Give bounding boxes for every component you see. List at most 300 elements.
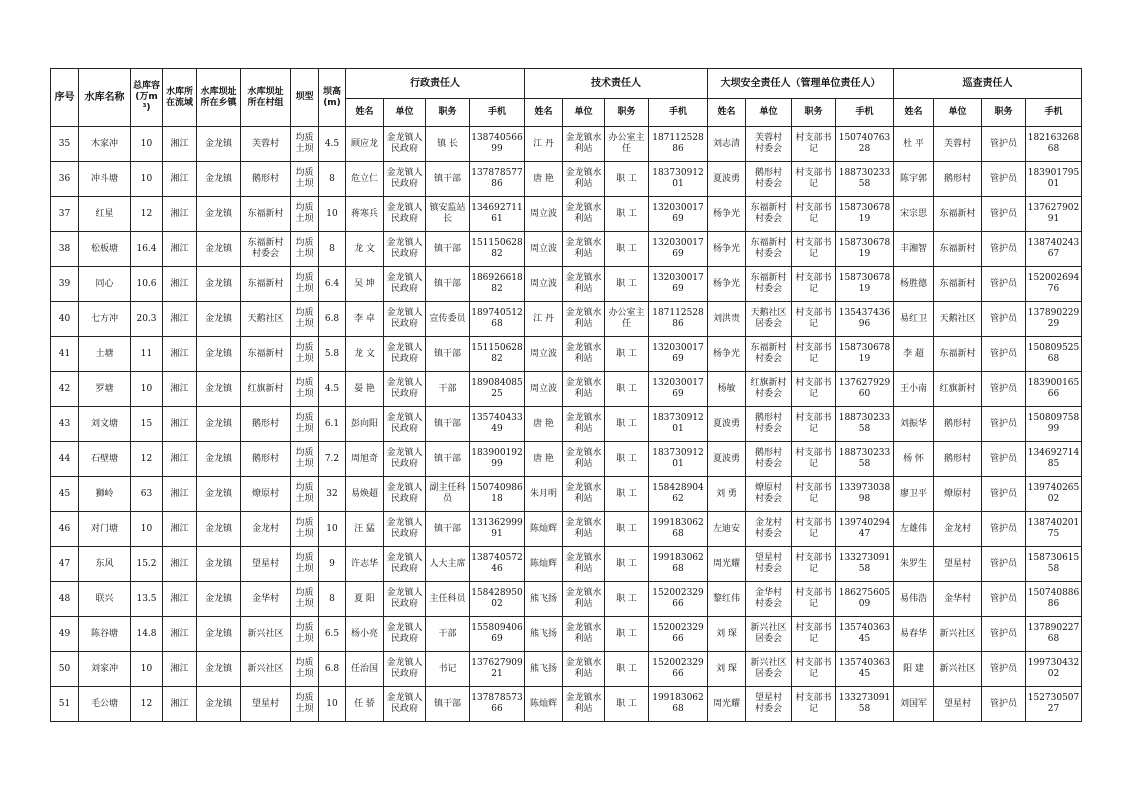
reservoir-name-cell: 松板塘 [79,232,131,267]
patrol-phone-cell: 13789022929 [1026,302,1082,337]
tech-job-cell: 职 工 [605,652,649,687]
seq-cell: 39 [51,267,79,302]
safety-name-cell: 夏波勇 [708,162,746,197]
tech-unit-cell: 金龙镇水 利站 [563,372,605,407]
patrol-job-cell: 管护员 [982,302,1026,337]
seq-cell: 35 [51,127,79,162]
seq-cell: 49 [51,617,79,652]
admin-phone-cell: 13874057246 [470,547,525,582]
village-cell: 燎原村 [241,477,291,512]
seq-cell: 46 [51,512,79,547]
tech-job-cell: 职 工 [605,197,649,232]
safety-unit-cell: 望星村 村委会 [746,687,792,722]
admin-job-cell: 主任科员 [426,582,470,617]
dam-type-cell: 均质 土坝 [291,162,319,197]
seq-cell: 40 [51,302,79,337]
dam-type-cell: 均质 土坝 [291,407,319,442]
basin-cell: 湘江 [163,582,197,617]
patrol-job-cell: 管护员 [982,337,1026,372]
safety-unit-cell: 东福新村 村委会 [746,337,792,372]
safety-job-cell: 村支部书 记 [792,337,836,372]
admin-unit-cell: 金龙镇人 民政府 [384,232,426,267]
header-admin-group: 行政责任人 [346,69,525,99]
admin-unit-cell: 金龙镇人 民政府 [384,477,426,512]
table-row [51,267,1082,302]
village-cell: 金华村 [241,582,291,617]
safety-phone-cell: 13574036345 [836,617,894,652]
patrol-name-cell: 刘振华 [894,407,934,442]
patrol-job-cell: 管护员 [982,127,1026,162]
patrol-name-cell: 易红卫 [894,302,934,337]
safety-name-cell: 杨争光 [708,197,746,232]
header-dam-type: 坝型 [291,69,319,127]
basin-cell: 湘江 [163,162,197,197]
admin-unit-cell: 金龙镇人 民政府 [384,267,426,302]
capacity-cell: 10 [131,652,163,687]
table-row [51,372,1082,407]
reservoir-name-cell: 东风 [79,547,131,582]
tech-name-cell: 朱月明 [525,477,563,512]
patrol-unit-cell: 天鹅社区 [934,302,982,337]
dam-type-cell: 均质 土坝 [291,652,319,687]
seq-cell: 41 [51,337,79,372]
patrol-job-cell: 管护员 [982,197,1026,232]
tech-phone-cell: 13203001769 [649,267,708,302]
tech-name-cell: 唐 艳 [525,407,563,442]
admin-unit-cell: 金龙镇人 民政府 [384,337,426,372]
basin-cell: 湘江 [163,232,197,267]
safety-phone-cell: 15074076328 [836,127,894,162]
admin-job-cell: 镇干部 [426,687,470,722]
patrol-job-cell: 管护员 [982,442,1026,477]
town-cell: 金龙镇 [197,372,241,407]
tech-unit-cell: 金龙镇水 利站 [563,407,605,442]
header-dam-height: 坝高 (m) [319,69,346,127]
tech-phone-cell: 15200232966 [649,582,708,617]
admin-job-cell: 书记 [426,652,470,687]
safety-job-cell: 村支部书 记 [792,267,836,302]
tech-phone-cell: 19918306268 [649,687,708,722]
header-seq: 序号 [51,69,79,127]
basin-cell: 湘江 [163,652,197,687]
tech-job-cell: 职 工 [605,687,649,722]
admin-job-cell: 干部 [426,372,470,407]
village-cell: 鹅形村 [241,407,291,442]
dam-height-cell: 6.8 [319,652,346,687]
patrol-phone-cell: 15273050727 [1026,687,1082,722]
seq-cell: 50 [51,652,79,687]
safety-phone-cell: 13543743696 [836,302,894,337]
safety-name-cell: 左迪安 [708,512,746,547]
capacity-cell: 12 [131,197,163,232]
village-cell: 天鹅社区 [241,302,291,337]
patrol-phone-cell: 13874024367 [1026,232,1082,267]
safety-unit-header: 单位 [746,99,792,127]
patrol-unit-cell: 新兴社区 [934,652,982,687]
dam-height-cell: 8 [319,582,346,617]
safety-unit-cell: 东福新村 村委会 [746,197,792,232]
basin-cell: 湘江 [163,372,197,407]
reservoir-responsibility-table [50,68,1082,722]
tech-name-header: 姓名 [525,99,563,127]
town-cell: 金龙镇 [197,547,241,582]
tech-job-cell: 职 工 [605,617,649,652]
safety-unit-cell: 新兴社区 居委会 [746,652,792,687]
admin-name-header: 姓名 [346,99,384,127]
admin-name-cell: 龙 文 [346,337,384,372]
patrol-name-cell: 王小南 [894,372,934,407]
capacity-cell: 14.8 [131,617,163,652]
safety-phone-cell: 18873023358 [836,442,894,477]
reservoir-name-cell: 罗塘 [79,372,131,407]
patrol-name-cell: 左雄伟 [894,512,934,547]
safety-phone-cell: 15873067819 [836,337,894,372]
safety-job-cell: 村支部书 记 [792,302,836,337]
tech-unit-cell: 金龙镇水 利站 [563,337,605,372]
safety-phone-cell: 18627560509 [836,582,894,617]
safety-unit-cell: 金龙村 村委会 [746,512,792,547]
safety-phone-cell: 13974029447 [836,512,894,547]
admin-name-cell: 蒋寒兵 [346,197,384,232]
patrol-job-cell: 管护员 [982,582,1026,617]
tech-name-cell: 周立波 [525,372,563,407]
header-patrol-group: 巡查责任人 [894,69,1082,99]
capacity-cell: 12 [131,442,163,477]
admin-name-cell: 周旭奇 [346,442,384,477]
patrol-name-cell: 杨 怀 [894,442,934,477]
admin-unit-cell: 金龙镇人 民政府 [384,162,426,197]
basin-cell: 湘江 [163,687,197,722]
safety-name-cell: 刘 勇 [708,477,746,512]
table-row [51,337,1082,372]
reservoir-name-cell: 刘文塘 [79,407,131,442]
tech-job-cell: 职 工 [605,582,649,617]
tech-phone-cell: 18373091201 [649,407,708,442]
patrol-unit-cell: 红旗新村 [934,372,982,407]
tech-job-cell: 职 工 [605,337,649,372]
tech-unit-cell: 金龙镇水 利站 [563,617,605,652]
tech-name-cell: 陈灿辉 [525,512,563,547]
patrol-name-cell: 丰湘智 [894,232,934,267]
reservoir-name-cell: 七方冲 [79,302,131,337]
basin-cell: 湘江 [163,617,197,652]
town-cell: 金龙镇 [197,687,241,722]
admin-job-cell: 镇干部 [426,337,470,372]
dam-type-cell: 均质 土坝 [291,442,319,477]
table-row [51,442,1082,477]
patrol-unit-cell: 鹅形村 [934,407,982,442]
town-cell: 金龙镇 [197,302,241,337]
village-cell: 东福新村 [241,197,291,232]
admin-job-cell: 镇干部 [426,407,470,442]
admin-unit-cell: 金龙镇人 民政府 [384,582,426,617]
reservoir-name-cell: 同心 [79,267,131,302]
tech-job-cell: 职 工 [605,547,649,582]
safety-phone-cell: 18873023358 [836,407,894,442]
admin-phone-cell: 15580940669 [470,617,525,652]
town-cell: 金龙镇 [197,267,241,302]
safety-name-cell: 杨争光 [708,267,746,302]
patrol-phone-cell: 13469271485 [1026,442,1082,477]
tech-name-cell: 熊飞扬 [525,582,563,617]
tech-name-cell: 周立波 [525,267,563,302]
safety-name-cell: 杨敏 [708,372,746,407]
seq-cell: 44 [51,442,79,477]
capacity-cell: 10.6 [131,267,163,302]
tech-phone-cell: 15200232966 [649,652,708,687]
town-cell: 金龙镇 [197,512,241,547]
patrol-job-cell: 管护员 [982,477,1026,512]
patrol-phone-header: 手机 [1026,99,1082,127]
safety-phone-cell: 13397303898 [836,477,894,512]
tech-unit-cell: 金龙镇水 利站 [563,302,605,337]
safety-unit-cell: 天鹅社区 居委会 [746,302,792,337]
admin-name-cell: 任 骄 [346,687,384,722]
reservoir-name-cell: 联兴 [79,582,131,617]
reservoir-name-cell: 狮岭 [79,477,131,512]
admin-job-cell: 干部 [426,617,470,652]
table-row [51,232,1082,267]
tech-name-cell: 周立波 [525,232,563,267]
dam-type-cell: 均质 土坝 [291,512,319,547]
basin-cell: 湘江 [163,442,197,477]
tech-unit-cell: 金龙镇水 利站 [563,512,605,547]
dam-height-cell: 4.5 [319,372,346,407]
dam-height-cell: 7.2 [319,442,346,477]
admin-name-cell: 易焕超 [346,477,384,512]
safety-unit-cell: 东福新村 村委会 [746,232,792,267]
admin-phone-cell: 13787857786 [470,162,525,197]
table-row [51,477,1082,512]
tech-phone-cell: 13203001769 [649,232,708,267]
safety-phone-cell: 18873023358 [836,162,894,197]
table-row [51,127,1082,162]
safety-name-header: 姓名 [708,99,746,127]
safety-name-cell: 黎红伟 [708,582,746,617]
admin-unit-cell: 金龙镇人 民政府 [384,687,426,722]
safety-job-cell: 村支部书 记 [792,687,836,722]
tech-phone-cell: 18711252886 [649,127,708,162]
tech-job-cell: 办公室主 任 [605,302,649,337]
dam-type-cell: 均质 土坝 [291,582,319,617]
capacity-cell: 13.5 [131,582,163,617]
admin-name-cell: 汪 猛 [346,512,384,547]
patrol-job-cell: 管护员 [982,512,1026,547]
dam-type-cell: 均质 土坝 [291,232,319,267]
admin-name-cell: 任治国 [346,652,384,687]
patrol-name-cell: 杨胜德 [894,267,934,302]
seq-cell: 38 [51,232,79,267]
tech-phone-cell: 19918306268 [649,547,708,582]
dam-type-cell: 均质 土坝 [291,477,319,512]
patrol-unit-cell: 新兴社区 [934,617,982,652]
tech-job-cell: 职 工 [605,232,649,267]
admin-unit-cell: 金龙镇人 民政府 [384,372,426,407]
admin-phone-cell: 13762790921 [470,652,525,687]
reservoir-name-cell: 土塘 [79,337,131,372]
patrol-phone-cell: 13789022768 [1026,617,1082,652]
tech-unit-cell: 金龙镇水 利站 [563,197,605,232]
patrol-unit-cell: 金龙村 [934,512,982,547]
admin-job-cell: 镇干部 [426,442,470,477]
basin-cell: 湘江 [163,127,197,162]
tech-phone-cell: 18373091201 [649,162,708,197]
safety-unit-cell: 鹅形村 村委会 [746,162,792,197]
table-row [51,582,1082,617]
village-cell: 望星村 [241,687,291,722]
safety-unit-cell: 新兴社区 居委会 [746,617,792,652]
patrol-unit-cell: 燎原村 [934,477,982,512]
tech-phone-cell: 18373091201 [649,442,708,477]
seq-cell: 51 [51,687,79,722]
patrol-phone-cell: 15200269476 [1026,267,1082,302]
admin-job-cell: 宣传委员 [426,302,470,337]
safety-phone-cell: 15873067819 [836,267,894,302]
village-cell: 望星村 [241,547,291,582]
town-cell: 金龙镇 [197,337,241,372]
admin-phone-cell: 13574043349 [470,407,525,442]
admin-phone-header: 手机 [470,99,525,127]
safety-phone-cell: 13327309158 [836,687,894,722]
tech-job-cell: 职 工 [605,372,649,407]
header-village: 水库坝址 所在村组 [241,69,291,127]
capacity-cell: 15.2 [131,547,163,582]
village-cell: 东福新村 [241,267,291,302]
patrol-name-cell: 易伟浩 [894,582,934,617]
patrol-job-cell: 管护员 [982,407,1026,442]
safety-job-cell: 村支部书 记 [792,442,836,477]
admin-name-cell: 吴 坤 [346,267,384,302]
admin-phone-cell: 18692661882 [470,267,525,302]
reservoir-name-cell: 对门塘 [79,512,131,547]
admin-phone-cell: 15842895002 [470,582,525,617]
dam-height-cell: 8 [319,162,346,197]
tech-phone-cell: 19918306268 [649,512,708,547]
patrol-name-cell: 陈宇郭 [894,162,934,197]
basin-cell: 湘江 [163,197,197,232]
admin-unit-header: 单位 [384,99,426,127]
patrol-job-cell: 管护员 [982,652,1026,687]
safety-name-cell: 夏波勇 [708,442,746,477]
dam-height-cell: 6.1 [319,407,346,442]
admin-name-cell: 彭向阳 [346,407,384,442]
capacity-cell: 63 [131,477,163,512]
seq-cell: 42 [51,372,79,407]
town-cell: 金龙镇 [197,162,241,197]
patrol-name-header: 姓名 [894,99,934,127]
safety-phone-cell: 15873067819 [836,232,894,267]
dam-height-cell: 10 [319,197,346,232]
safety-job-cell: 村支部书 记 [792,127,836,162]
dam-type-cell: 均质 土坝 [291,267,319,302]
dam-height-cell: 8 [319,232,346,267]
admin-job-cell: 镇干部 [426,232,470,267]
dam-height-cell: 9 [319,547,346,582]
safety-phone-cell: 13762792960 [836,372,894,407]
safety-phone-cell: 13574036345 [836,652,894,687]
table-row [51,687,1082,722]
patrol-name-cell: 刘国军 [894,687,934,722]
admin-phone-cell: 13874056699 [470,127,525,162]
capacity-cell: 16.4 [131,232,163,267]
safety-job-cell: 村支部书 记 [792,232,836,267]
dam-type-cell: 均质 土坝 [291,547,319,582]
patrol-phone-cell: 13974026502 [1026,477,1082,512]
reservoir-name-cell: 木家冲 [79,127,131,162]
dam-type-cell: 均质 土坝 [291,337,319,372]
tech-name-cell: 江 丹 [525,127,563,162]
capacity-cell: 12 [131,687,163,722]
dam-type-cell: 均质 土坝 [291,372,319,407]
capacity-cell: 20.3 [131,302,163,337]
safety-unit-cell: 红旗新村 村委会 [746,372,792,407]
basin-cell: 湘江 [163,512,197,547]
admin-phone-cell: 15115062882 [470,232,525,267]
admin-phone-cell: 13136299991 [470,512,525,547]
patrol-phone-cell: 15080975899 [1026,407,1082,442]
patrol-name-cell: 廖卫平 [894,477,934,512]
tech-phone-cell: 18711252886 [649,302,708,337]
safety-unit-cell: 燎原村 村委会 [746,477,792,512]
table-row [51,617,1082,652]
tech-phone-cell: 15200232966 [649,617,708,652]
dam-height-cell: 6.4 [319,267,346,302]
header-town: 水库坝址 所在乡镇 [197,69,241,127]
tech-unit-cell: 金龙镇水 利站 [563,267,605,302]
town-cell: 金龙镇 [197,652,241,687]
capacity-cell: 15 [131,407,163,442]
admin-name-cell: 龙 文 [346,232,384,267]
header-reservoir-name: 水库名称 [79,69,131,127]
safety-phone-header: 手机 [836,99,894,127]
safety-unit-cell: 望星村 村委会 [746,547,792,582]
patrol-job-cell: 管护员 [982,547,1026,582]
table-row [51,162,1082,197]
village-cell: 鹅形村 [241,442,291,477]
patrol-job-cell: 管护员 [982,267,1026,302]
patrol-job-cell: 管护员 [982,617,1026,652]
admin-phone-cell: 18908408525 [470,372,525,407]
table-row [51,547,1082,582]
dam-height-cell: 5.8 [319,337,346,372]
header-tech-group: 技术责任人 [525,69,708,99]
safety-name-cell: 夏波勇 [708,407,746,442]
safety-phone-cell: 13327309158 [836,547,894,582]
patrol-phone-cell: 19973043202 [1026,652,1082,687]
capacity-cell: 10 [131,162,163,197]
admin-job-cell: 镇干部 [426,267,470,302]
patrol-phone-cell: 18216326868 [1026,127,1082,162]
admin-name-cell: 夏 阳 [346,582,384,617]
reservoir-name-cell: 陈谷塘 [79,617,131,652]
table-row [51,512,1082,547]
tech-name-cell: 陈灿辉 [525,547,563,582]
safety-job-cell: 村支部书 记 [792,162,836,197]
town-cell: 金龙镇 [197,617,241,652]
admin-unit-cell: 金龙镇人 民政府 [384,127,426,162]
tech-name-cell: 周立波 [525,197,563,232]
admin-phone-cell: 18974051268 [470,302,525,337]
patrol-phone-cell: 18390016566 [1026,372,1082,407]
tech-name-cell: 江 丹 [525,302,563,337]
patrol-unit-cell: 鹅形村 [934,442,982,477]
safety-name-cell: 杨争光 [708,232,746,267]
patrol-unit-cell: 东福新村 [934,197,982,232]
town-cell: 金龙镇 [197,197,241,232]
admin-name-cell: 晏 艳 [346,372,384,407]
safety-phone-cell: 15873067819 [836,197,894,232]
admin-name-cell: 李 卓 [346,302,384,337]
